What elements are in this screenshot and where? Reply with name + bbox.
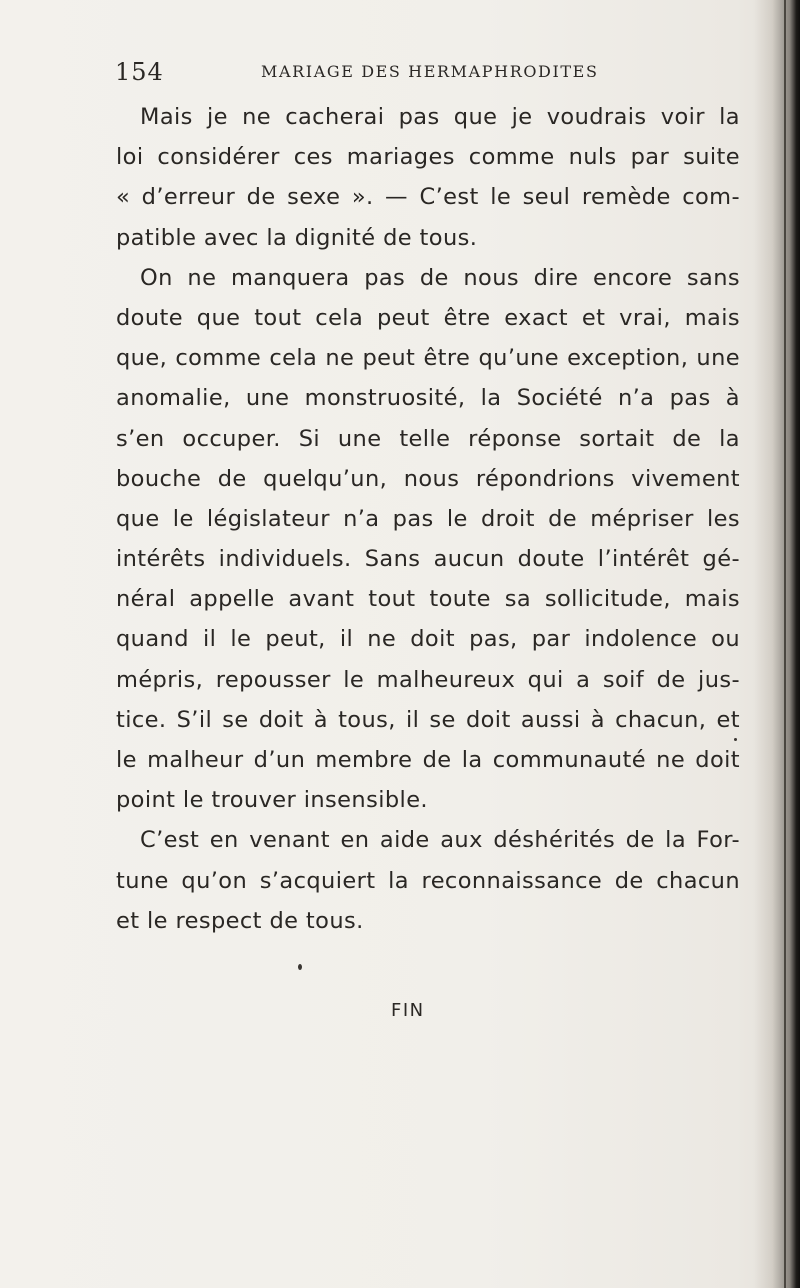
text-line: mépris, repousser le malheureux qui a soif de jus- — [116, 666, 740, 693]
text-line: Mais je ne cacherai pas que je voudrais voir la — [140, 104, 740, 130]
page-binding-edge — [754, 0, 800, 1288]
body-text — [116, 97, 740, 941]
text-line: loi considérer ces mariages comme nuls par suite — [116, 144, 740, 171]
text-line: patible avec la dignité de tous. — [116, 224, 478, 251]
text-line: On ne manquera pas de nous dire encore sans — [140, 264, 740, 291]
page-number: 154 — [115, 58, 164, 86]
text-line: tune qu’on s’acquiert la reconnaissance de chacun — [116, 867, 740, 894]
text-line: point le trouver insensible. — [116, 787, 428, 814]
text-line: C’est en venant en aide aux déshérités de la For- — [140, 827, 740, 854]
text-line: le malheur d’un membre de la communauté ne doit — [116, 747, 740, 773]
text-line: et le respect de tous. — [116, 907, 364, 934]
running-head — [115, 58, 675, 88]
text-line: quand il le peut, il ne doit pas, par indolence ou — [116, 626, 740, 653]
text-line: anomalie, une monstruosité, la Société n’a pas à — [116, 385, 740, 412]
ink-speck — [298, 964, 302, 970]
ink-speck — [734, 738, 737, 741]
text-line: que, comme cela ne peut être qu’une exception, une — [116, 345, 740, 372]
text-line: s’en occuper. Si une telle réponse sortait de la — [116, 425, 740, 452]
end-mark: FIN — [391, 1000, 425, 1021]
text-line: « d’erreur de sexe ». — C’est le seul remède com- — [116, 184, 740, 211]
text-line: que le législateur n’a pas le droit de mépriser les — [116, 505, 740, 532]
text-line: tice. S’il se doit à tous, il se doit aussi à chacun, et — [116, 706, 740, 733]
text-line: intérêts individuels. Sans aucun doute l’intérêt gé- — [116, 546, 740, 573]
page-binding-shadow — [784, 0, 786, 1288]
text-line: bouche de quelqu’un, nous répondrions vivement — [116, 465, 740, 492]
text-line: doute que tout cela peut être exact et vrai, mais — [116, 304, 740, 331]
running-title: MARIAGE DES HERMAPHRODITES — [261, 62, 599, 81]
text-line: néral appelle avant tout toute sa sollicitude, mais — [116, 586, 740, 613]
